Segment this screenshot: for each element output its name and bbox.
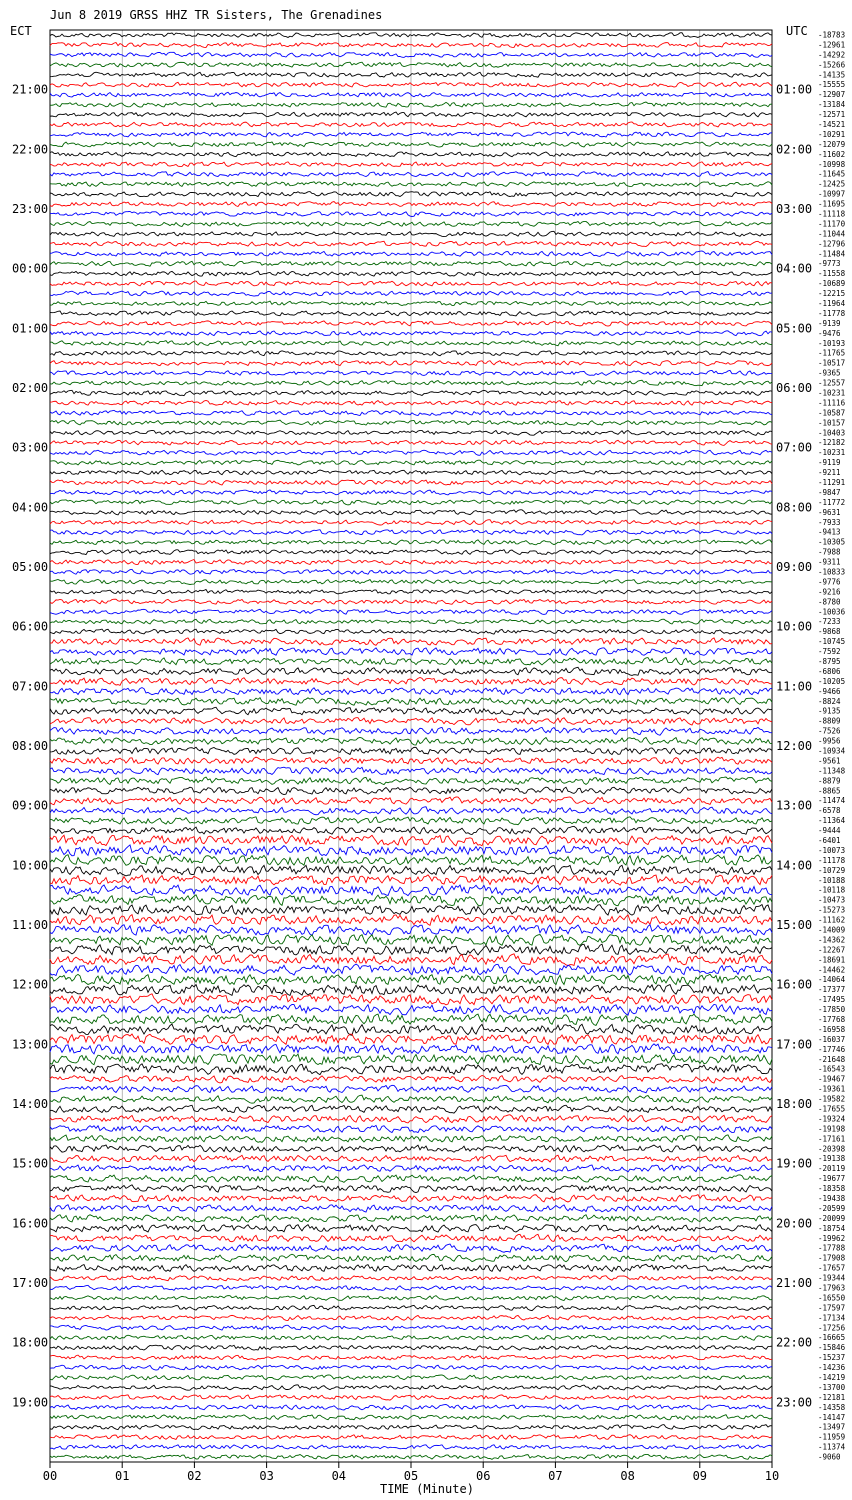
trace-offset-label: -10833 <box>818 567 846 577</box>
trace-offset-label: -10231 <box>818 388 846 398</box>
trace-offset-label: -18754 <box>818 1223 846 1233</box>
trace-offset-label: -11474 <box>818 796 846 806</box>
trace-offset-label: -19344 <box>818 1273 846 1283</box>
left-hour-label: 06:00 <box>12 619 49 634</box>
trace-offset-label: -10073 <box>818 845 846 855</box>
trace-offset-label: -12571 <box>818 110 846 120</box>
trace-offset-label: -19324 <box>818 1114 846 1124</box>
trace-offset-label: -16037 <box>818 1034 846 1044</box>
x-tick-label: 05 <box>403 1469 419 1483</box>
trace-offset-label: -19138 <box>818 1154 846 1164</box>
left-hour-label: 02:00 <box>12 381 49 395</box>
left-hour-label: 00:00 <box>12 261 49 276</box>
trace-offset-label: -15846 <box>818 1343 846 1353</box>
left-hour-label: 10:00 <box>12 858 49 873</box>
trace-offset-label: -10036 <box>818 607 846 617</box>
trace-offset-label: -20599 <box>818 1203 846 1213</box>
trace-offset-label: -9868 <box>818 627 841 637</box>
trace-offset-label: -14135 <box>818 70 846 80</box>
trace-offset-label: -12796 <box>818 239 846 249</box>
trace-offset-label: -11116 <box>818 398 846 408</box>
trace-offset-label: -21648 <box>818 1054 846 1064</box>
right-hour-label: 03:00 <box>776 202 813 216</box>
trace-offset-label: -10205 <box>818 676 846 686</box>
trace-offset-label: -8824 <box>818 696 841 706</box>
left-hour-label: 09:00 <box>12 798 49 813</box>
trace-offset-label: -9216 <box>818 587 841 597</box>
trace-offset-label: -11765 <box>818 348 846 358</box>
trace-offset-label: -9211 <box>818 468 841 478</box>
trace-offset-label: -17495 <box>818 995 846 1005</box>
trace-offset-label: -10231 <box>818 448 846 458</box>
left-hour-label: 04:00 <box>12 500 49 515</box>
right-hour-label: 12:00 <box>776 739 813 753</box>
trace-offset-label: -12557 <box>818 378 846 388</box>
trace-offset-label: -15273 <box>818 905 846 915</box>
trace-offset-label: -9365 <box>818 368 841 378</box>
right-hour-label: 22:00 <box>776 1335 813 1350</box>
trace-offset-label: -6806 <box>818 666 841 676</box>
x-tick-label: 07 <box>548 1469 563 1483</box>
trace-offset-label: -14358 <box>818 1402 846 1412</box>
trace-offset-label: -7233 <box>818 617 841 627</box>
trace-offset-label: -9773 <box>818 259 841 269</box>
trace-offset-label: -11778 <box>818 308 846 318</box>
trace-offset-label: -8879 <box>818 776 841 786</box>
trace-offset-label: -12267 <box>818 945 846 955</box>
trace-offset-label: -14362 <box>818 935 846 945</box>
trace-offset-label: -8780 <box>818 597 841 607</box>
trace-offset-label: -19467 <box>818 1074 846 1084</box>
right-hour-label: 15:00 <box>776 918 813 932</box>
trace-offset-label: -11602 <box>818 149 846 159</box>
trace-offset-label: -12425 <box>818 179 846 189</box>
trace-offset-label: -9561 <box>818 756 841 766</box>
chart-title: Jun 8 2019 GRSS HHZ TR Sisters, The Grenadines <box>50 8 383 22</box>
right-hour-label: 04:00 <box>776 261 813 276</box>
x-tick-label: 10 <box>764 1469 780 1483</box>
trace-offset-label: -20398 <box>818 1144 846 1154</box>
trace-offset-label: -13700 <box>818 1382 846 1392</box>
left-hour-label: 19:00 <box>12 1395 49 1410</box>
trace-offset-label: -12079 <box>818 139 846 149</box>
trace-offset-label: -9476 <box>818 328 841 338</box>
trace-offset-label: -10689 <box>818 279 846 289</box>
right-hour-label: 07:00 <box>776 440 813 455</box>
right-hour-label: 16:00 <box>776 977 813 992</box>
trace-offset-label: -9135 <box>818 706 841 716</box>
right-hour-label: 21:00 <box>776 1276 813 1290</box>
x-tick-label: 06 <box>475 1469 491 1483</box>
trace-offset-label: -14521 <box>818 119 846 129</box>
right-hour-label: 17:00 <box>776 1037 813 1052</box>
trace-offset-label: -11044 <box>818 229 846 239</box>
trace-offset-label: -18783 <box>818 30 846 40</box>
trace-offset-label: -19198 <box>818 1124 846 1134</box>
trace-offset-label: -9956 <box>818 736 841 746</box>
trace-offset-label: -11374 <box>818 1442 846 1452</box>
trace-offset-label: -10998 <box>818 159 846 169</box>
left-hour-label: 13:00 <box>12 1037 49 1052</box>
trace-offset-label: -9139 <box>818 318 841 328</box>
trace-offset-label: -7933 <box>818 517 841 527</box>
trace-offset-label: -17908 <box>818 1253 846 1263</box>
trace-offset-label: -11558 <box>818 269 846 279</box>
trace-offset-label: -10305 <box>818 537 846 547</box>
trace-offset-label: -12181 <box>818 1392 846 1402</box>
trace-offset-label: -16550 <box>818 1293 846 1303</box>
trace-offset-label: -8809 <box>818 716 841 726</box>
trace-offset-label: -15555 <box>818 80 846 90</box>
trace-offset-label: -17768 <box>818 1014 846 1024</box>
trace-offset-label: -8865 <box>818 786 841 796</box>
trace-offset-label: -11695 <box>818 199 846 209</box>
trace-offset-label: -10188 <box>818 875 846 885</box>
right-hour-label: 05:00 <box>776 321 813 336</box>
trace-offset-label: -10291 <box>818 129 846 139</box>
trace-offset-label: -9413 <box>818 527 841 537</box>
trace-offset-label: -14219 <box>818 1372 846 1382</box>
trace-offset-label: -10118 <box>818 885 846 895</box>
trace-offset-label: -9311 <box>818 557 841 567</box>
right-hour-label: 19:00 <box>776 1156 813 1171</box>
trace-offset-label: -11959 <box>818 1432 846 1442</box>
trace-offset-label: -17134 <box>818 1313 846 1323</box>
trace-offset-label: -20119 <box>818 1164 846 1174</box>
x-tick-label: 02 <box>187 1469 202 1483</box>
trace-offset-label: -17161 <box>818 1134 846 1144</box>
trace-offset-label: -11364 <box>818 816 846 826</box>
trace-offset-label: -12215 <box>818 289 846 299</box>
x-tick-label: 00 <box>42 1469 58 1483</box>
trace-offset-label: -18358 <box>818 1184 846 1194</box>
trace-offset-label: -17788 <box>818 1243 846 1253</box>
trace-offset-label: -17256 <box>818 1323 846 1333</box>
trace-offset-label: -10473 <box>818 895 846 905</box>
trace-offset-label: -20099 <box>818 1213 846 1223</box>
trace-offset-label: -7592 <box>818 647 841 657</box>
trace-offset-label: -17655 <box>818 1104 846 1114</box>
left-hour-label: 22:00 <box>12 142 49 157</box>
trace-offset-label: -10587 <box>818 408 846 418</box>
trace-offset-label: -7526 <box>818 726 841 736</box>
trace-offset-label: -10729 <box>818 865 846 875</box>
trace-offset-label: -11964 <box>818 298 846 308</box>
trace-offset-label: -14462 <box>818 965 846 975</box>
right-hour-label: 18:00 <box>776 1097 813 1111</box>
trace-offset-label: -19582 <box>818 1094 846 1104</box>
trace-offset-label: -16543 <box>818 1064 846 1074</box>
trace-offset-label: -10745 <box>818 637 846 647</box>
trace-offset-label: -9466 <box>818 686 841 696</box>
trace-offset-label: -11484 <box>818 249 846 259</box>
trace-offset-label: -11118 <box>818 209 846 219</box>
trace-offset-label: -14147 <box>818 1412 846 1422</box>
trace-offset-label: -19361 <box>818 1084 846 1094</box>
left-hour-label: 01:00 <box>12 321 49 336</box>
trace-offset-label: -17377 <box>818 985 846 995</box>
right-hour-label: 13:00 <box>776 798 813 813</box>
right-hour-label: 06:00 <box>776 381 813 395</box>
trace-offset-label: -9119 <box>818 458 841 468</box>
right-hour-label: 23:00 <box>776 1395 813 1410</box>
left-hour-label: 12:00 <box>12 977 49 992</box>
trace-offset-label: -10997 <box>818 189 846 199</box>
trace-offset-label: -14236 <box>818 1363 846 1373</box>
left-hour-label: 05:00 <box>12 560 49 574</box>
x-tick-label: 09 <box>692 1469 708 1483</box>
trace-offset-label: -16958 <box>818 1024 846 1034</box>
trace-offset-label: -10934 <box>818 746 846 756</box>
trace-offset-label: -9060 <box>818 1452 841 1462</box>
trace-offset-label: -17963 <box>818 1283 846 1293</box>
trace-offset-label: -11162 <box>818 915 846 925</box>
left-hour-label: 14:00 <box>12 1097 49 1111</box>
trace-offset-label: -10193 <box>818 338 846 348</box>
left-hour-label: 03:00 <box>12 440 49 455</box>
left-hour-label: 18:00 <box>12 1335 49 1350</box>
trace-offset-label: -14064 <box>818 975 846 985</box>
left-hour-label: 07:00 <box>12 679 49 694</box>
trace-offset-label: -19962 <box>818 1233 846 1243</box>
x-tick-label: 08 <box>620 1469 635 1483</box>
trace-offset-label: -9776 <box>818 577 841 587</box>
trace-offset-label: -15266 <box>818 60 846 70</box>
right-timezone-label: UTC <box>786 24 808 38</box>
left-hour-label: 15:00 <box>12 1156 49 1171</box>
left-hour-label: 21:00 <box>12 82 49 97</box>
trace-offset-label: -7988 <box>818 547 841 557</box>
trace-offset-label: -6401 <box>818 835 841 845</box>
left-timezone-label: ECT <box>10 24 32 38</box>
trace-offset-label: -17597 <box>818 1303 846 1313</box>
trace-offset-label: -17850 <box>818 1005 846 1015</box>
trace-offset-label: -11170 <box>818 219 846 229</box>
trace-offset-label: -16665 <box>818 1333 846 1343</box>
left-hour-label: 23:00 <box>12 202 49 216</box>
trace-offset-label: -17746 <box>818 1044 846 1054</box>
trace-offset-label: -19677 <box>818 1174 846 1184</box>
left-hour-label: 17:00 <box>12 1276 49 1290</box>
right-hour-label: 02:00 <box>776 142 813 157</box>
trace-offset-label: -19438 <box>818 1193 846 1203</box>
right-hour-label: 11:00 <box>776 679 813 694</box>
trace-offset-label: -10517 <box>818 358 846 368</box>
x-axis-label: TIME (Minute) <box>380 1482 474 1496</box>
trace-offset-label: -9444 <box>818 826 841 836</box>
x-tick-label: 01 <box>114 1469 130 1483</box>
trace-offset-label: -9847 <box>818 487 841 497</box>
trace-offset-label: -14009 <box>818 925 846 935</box>
trace-offset-label: -11178 <box>818 855 846 865</box>
trace-offset-label: -15237 <box>818 1353 846 1363</box>
trace-offset-label: -10403 <box>818 428 846 438</box>
right-hour-label: 01:00 <box>776 82 813 97</box>
trace-offset-label: -18691 <box>818 955 846 965</box>
left-hour-label: 11:00 <box>12 918 49 932</box>
trace-offset-label: -13184 <box>818 100 846 110</box>
right-hour-label: 20:00 <box>776 1216 813 1231</box>
trace-offset-label: -11645 <box>818 169 846 179</box>
trace-offset-label: -9631 <box>818 507 841 517</box>
trace-offset-label: -12182 <box>818 438 846 448</box>
trace-offset-label: -11291 <box>818 477 846 487</box>
right-hour-label: 09:00 <box>776 560 813 574</box>
trace-offset-label: -8795 <box>818 656 841 666</box>
right-hour-label: 10:00 <box>776 619 813 634</box>
trace-offset-label: -17657 <box>818 1263 846 1273</box>
trace-offset-label: -11772 <box>818 497 846 507</box>
trace-offset-label: -10157 <box>818 418 846 428</box>
x-tick-label: 04 <box>331 1469 347 1483</box>
trace-offset-label: -12907 <box>818 90 846 100</box>
trace-offset-label: -13497 <box>818 1422 846 1432</box>
trace-offset-label: -11348 <box>818 766 846 776</box>
trace-offset-label: -6578 <box>818 806 841 816</box>
left-hour-label: 16:00 <box>12 1216 49 1231</box>
right-hour-label: 08:00 <box>776 500 813 515</box>
trace-offset-label: -14292 <box>818 50 846 60</box>
right-hour-label: 14:00 <box>776 858 813 873</box>
x-tick-label: 03 <box>259 1469 274 1483</box>
left-hour-label: 08:00 <box>12 739 49 753</box>
trace-offset-label: -12961 <box>818 40 846 50</box>
